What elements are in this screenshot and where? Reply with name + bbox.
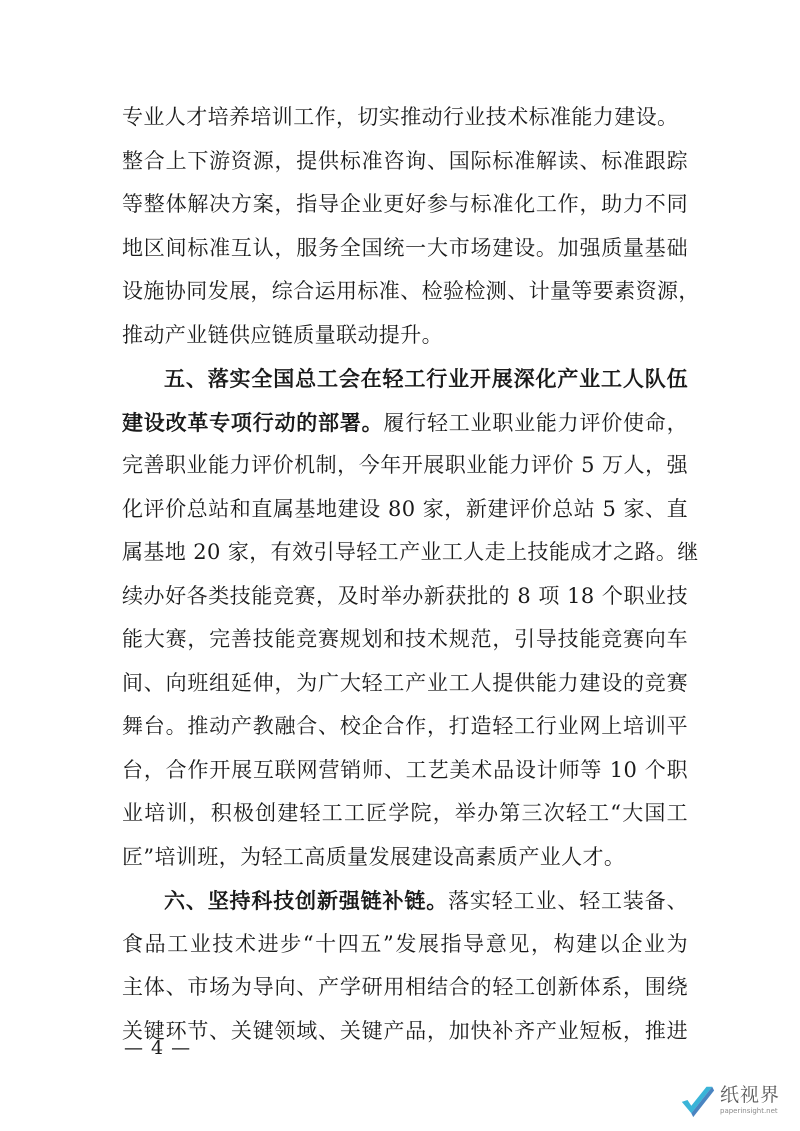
watermark-brand: 纸视界 [720,1084,781,1106]
watermark-url: paperinsight.net [720,1107,778,1115]
text-line [122,836,688,880]
body-text: 设施协同发展，综合运用标准、检验检测、计量等要素资源， [122,279,700,303]
text-line [122,749,688,793]
text-line [122,966,688,1010]
body-text: 间、向班组延伸，为广大轻工产业工人提供能力建设的竞赛 [122,670,688,695]
document-body [122,96,700,1053]
body-text: 推动产业链供应链质量联动提升。 [122,322,443,347]
body-text: 业培训，积极创建轻工工匠学院，举办第三次轻工“大国工 [122,801,688,825]
text-line [122,618,688,662]
text-line [122,792,688,836]
body-text: 完善职业能力评价机制，今年开展职业能力评价 5 万人，强 [122,453,688,477]
text-line [122,1010,688,1054]
text-line [122,314,688,358]
body-text: 履行轻工业职业能力评价使命， [383,410,688,435]
bold-heading-text: 五、落实全国总工会在轻工行业开展深化产业工人队伍 [164,366,688,391]
body-text: 等整体解决方案，指导企业更好参与标准化工作，助力不同 [122,192,688,216]
body-text: 关键环节、关键领域、关键产品，加快补齐产业短板，推进 [122,1018,688,1043]
body-text: 化评价总站和直属基地建设 80 家，新建评价总站 5 家、直 [122,496,688,521]
text-line [122,270,700,314]
bold-heading-text: 六、坚持科技创新强链补链。 [164,888,449,913]
body-text: 续办好各类技能竞赛，及时举办新获批的 8 项 18 个职业技 [122,583,688,608]
page-number: — 4 — [124,1037,192,1059]
text-line [122,401,688,445]
text-line [122,357,688,401]
text-line [122,140,688,184]
body-text: 专业人才培养培训工作，切实推动行业技术标准能力建设。 [122,105,679,129]
text-line [122,531,699,575]
body-text: 食品工业技术进步“十四五”发展指导意见，构建以企业为 [122,931,688,956]
body-text: 匠”培训班，为轻工高质量发展建设高素质产业人才。 [122,844,626,869]
paperinsight-logo-icon [678,1081,716,1119]
text-line [122,488,688,532]
text-line [122,96,688,140]
text-line [122,444,688,488]
body-text: 落实轻工业、轻工装备、 [448,889,688,913]
bold-heading-text: 建设改革专项行动的部署。 [122,409,384,435]
text-line [122,705,688,749]
text-line [122,227,688,271]
body-text: 属基地 20 家，有效引导轻工产业工人走上技能成才之路。继 [122,540,699,564]
body-text: 地区间标准互认，服务全国统一大市场建设。加强质量基础 [122,235,688,260]
text-line [122,923,688,967]
text-line [122,662,688,706]
body-text: 整合上下游资源，提供标准咨询、国际标准解读、标准跟踪 [122,148,688,173]
body-text: 主体、市场为导向、产学研用相结合的轻工创新体系，围绕 [122,975,688,999]
text-line [122,183,688,227]
body-text: 舞台。推动产教融合、校企合作，打造轻工行业网上培训平 [122,714,688,738]
text-line [122,879,688,923]
watermark [678,1077,790,1123]
body-text: 台，合作开展互联网营销师、工艺美术品设计师等 10 个职 [122,757,688,782]
text-line [122,575,688,619]
body-text: 能大赛，完善技能竞赛规划和技术规范，引导技能竞赛向车 [122,627,688,651]
